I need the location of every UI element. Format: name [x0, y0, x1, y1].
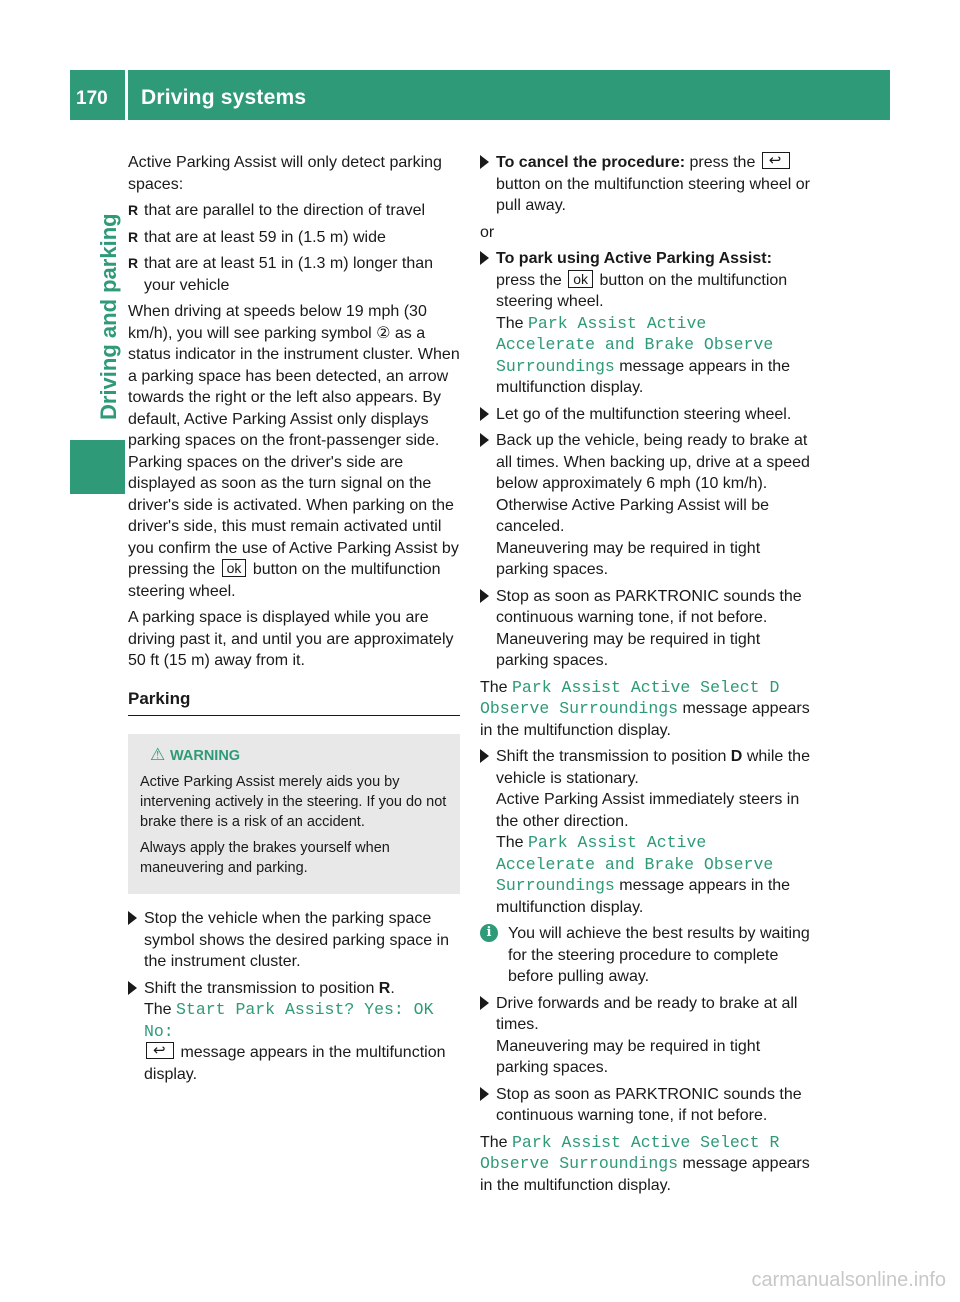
- paragraph: [480, 677, 812, 742]
- back-key-icon: [146, 1042, 174, 1059]
- display-message: Park Assist Active Select D Observe Surroundings: [480, 677, 780, 718]
- step-label: To cancel the procedure:: [496, 154, 686, 171]
- paragraph-text: message appears in the multifunction display.: [480, 1155, 810, 1194]
- paragraph-text: The: [480, 678, 508, 696]
- step-arrow-icon: [480, 155, 489, 169]
- step-text: press the: [689, 154, 756, 171]
- side-tab-marker: [70, 440, 125, 494]
- step: [480, 586, 812, 672]
- step-text: Active Parking Assist immediately steers in the other direction.: [496, 791, 800, 830]
- warning-text: Always apply the brakes yourself when maneuvering and parking.: [140, 840, 390, 876]
- list-item: R that are at least 51 in (1.3 m) longer than your vehicle: [128, 253, 460, 296]
- step-label: To park using Active Parking Assist:: [496, 250, 772, 267]
- step-text: while the vehicle is stationary.: [496, 748, 810, 787]
- page-title: Driving systems: [141, 86, 307, 109]
- step-text: Stop as soon as PARKTRONIC sounds the continuous warning tone, if not before.: [496, 587, 802, 626]
- paragraph: A parking space is displayed while you are driving past it, and until you are approximately 50 ft (15 m) away from it.: [128, 609, 454, 669]
- step-arrow-icon: [480, 996, 489, 1010]
- warning-box: [128, 734, 460, 894]
- step-text: Shift the transmission to position: [496, 748, 727, 765]
- page-number: 170: [76, 88, 108, 109]
- warning-triangle-icon: ⚠: [150, 745, 166, 764]
- step-text: Stop the vehicle when the parking space symbol shows the desired parking space in the instrument cluster.: [144, 910, 450, 970]
- intro-text: Active Parking Assist will only detect parking spaces:: [128, 154, 442, 193]
- step: [480, 993, 812, 1079]
- step-text: .: [390, 979, 395, 997]
- step-text: Maneuvering may be required in tight parking spaces.: [496, 539, 761, 578]
- step-arrow-icon: [480, 589, 489, 603]
- step: [480, 430, 812, 581]
- step-text: message appears in the multifunction display.: [144, 1044, 446, 1083]
- paragraph-text: The: [480, 1133, 508, 1151]
- warning-text: Active Parking Assist merely aids you by intervening actively in the steering. If you do not brake there is a risk of an accident.: [140, 774, 447, 830]
- step: [480, 248, 812, 399]
- step: [480, 152, 812, 217]
- info-note: [480, 923, 812, 988]
- step-text: press the: [496, 271, 562, 289]
- step-text: button on the multifunction steering wheel.: [496, 271, 788, 310]
- paragraph-text: When driving at speeds below 19 mph (30 km/h), you will see parking symbol ② as a status indicator in the instrument cluster. When a parking space has been detected, an arrow towards the right or the left also appears. By default, Active Parking Assist only displays parking spaces on the front-passenger side. Parking spaces on the driver's side are displayed as soon as the turn signal on the driver's side is activated. When parking on the driver's side, this must remain activated until you confirm the use of Active Parking Assist by pressing the: [128, 303, 460, 578]
- or-text: or: [480, 223, 495, 241]
- step-text: The: [144, 1001, 172, 1018]
- step-arrow-icon: [480, 749, 489, 763]
- info-text: You will achieve the best results by waiting for the steering procedure to complete before pulling away.: [508, 925, 810, 985]
- step-arrow-icon: [128, 911, 137, 925]
- step-arrow-icon: [480, 407, 489, 421]
- paragraph-text: message appears in the multifunction display.: [480, 700, 810, 739]
- right-column: [480, 152, 812, 1201]
- gear-position: R: [378, 979, 391, 997]
- step-text: message appears in the multifunction display.: [496, 877, 791, 916]
- warning-title: [140, 746, 448, 766]
- step-text: The: [496, 314, 524, 332]
- section-heading: Parking: [128, 688, 460, 717]
- step-text: Maneuvering may be required in tight parking spaces.: [496, 1037, 761, 1076]
- display-message: Park Assist Active Accelerate and Brake Observe Surroundings: [496, 833, 774, 895]
- list-item: R that are at least 59 in (1.5 m) wide: [128, 227, 460, 249]
- step: [128, 908, 460, 973]
- step-text: Otherwise Active Parking Assist will be canceled.: [496, 496, 769, 535]
- step-text: Drive forwards and be ready to brake at all times.: [496, 994, 798, 1033]
- step-text: The: [496, 834, 524, 851]
- step-arrow-icon: [480, 1087, 489, 1101]
- step: [480, 1084, 812, 1127]
- step-arrow-icon: [480, 251, 489, 265]
- step-text: message appears in the multifunction display.: [496, 357, 791, 396]
- back-key-icon: [762, 152, 790, 169]
- step-arrow-icon: [480, 433, 489, 447]
- warning-label: WARNING: [170, 748, 241, 764]
- list-item: R that are parallel to the direction of travel: [128, 200, 460, 222]
- step-text: Back up the vehicle, being ready to brake at all times. When backing up, drive at a speed below approximately 6 mph (10 km/h).: [496, 432, 810, 492]
- gear-position: D: [730, 748, 743, 765]
- display-message: Park Assist Active Select R Observe Surroundings: [480, 1132, 780, 1173]
- display-message: Park Assist Active Accelerate and Brake Observe Surroundings: [496, 313, 774, 376]
- step: [480, 404, 812, 426]
- paragraph-text: button on the multifunction steering wheel.: [128, 561, 441, 600]
- step-text: Stop as soon as PARKTRONIC sounds the continuous warning tone, if not before.: [496, 1085, 802, 1124]
- watermark: carmanualsonline.info: [751, 1269, 946, 1291]
- left-column: [128, 152, 460, 1090]
- step-text: button on the multifunction steering wheel or pull away.: [496, 175, 810, 214]
- paragraph: [480, 1132, 812, 1197]
- step-arrow-icon: [128, 981, 137, 995]
- ok-key-icon: ok: [222, 559, 247, 577]
- paragraph: [128, 301, 460, 602]
- step: [480, 746, 812, 918]
- display-message: Start Park Assist? Yes: OK No:: [144, 1000, 434, 1041]
- step: [128, 978, 460, 1086]
- side-tab-title: Driving and parking: [96, 213, 121, 420]
- step-text: Shift the transmission to position: [144, 979, 375, 997]
- step-text: Maneuvering may be required in tight parking spaces.: [496, 630, 761, 669]
- info-icon: i: [480, 924, 498, 942]
- step-text: Let go of the multifunction steering wheel.: [496, 405, 792, 423]
- ok-key-icon: ok: [568, 270, 593, 288]
